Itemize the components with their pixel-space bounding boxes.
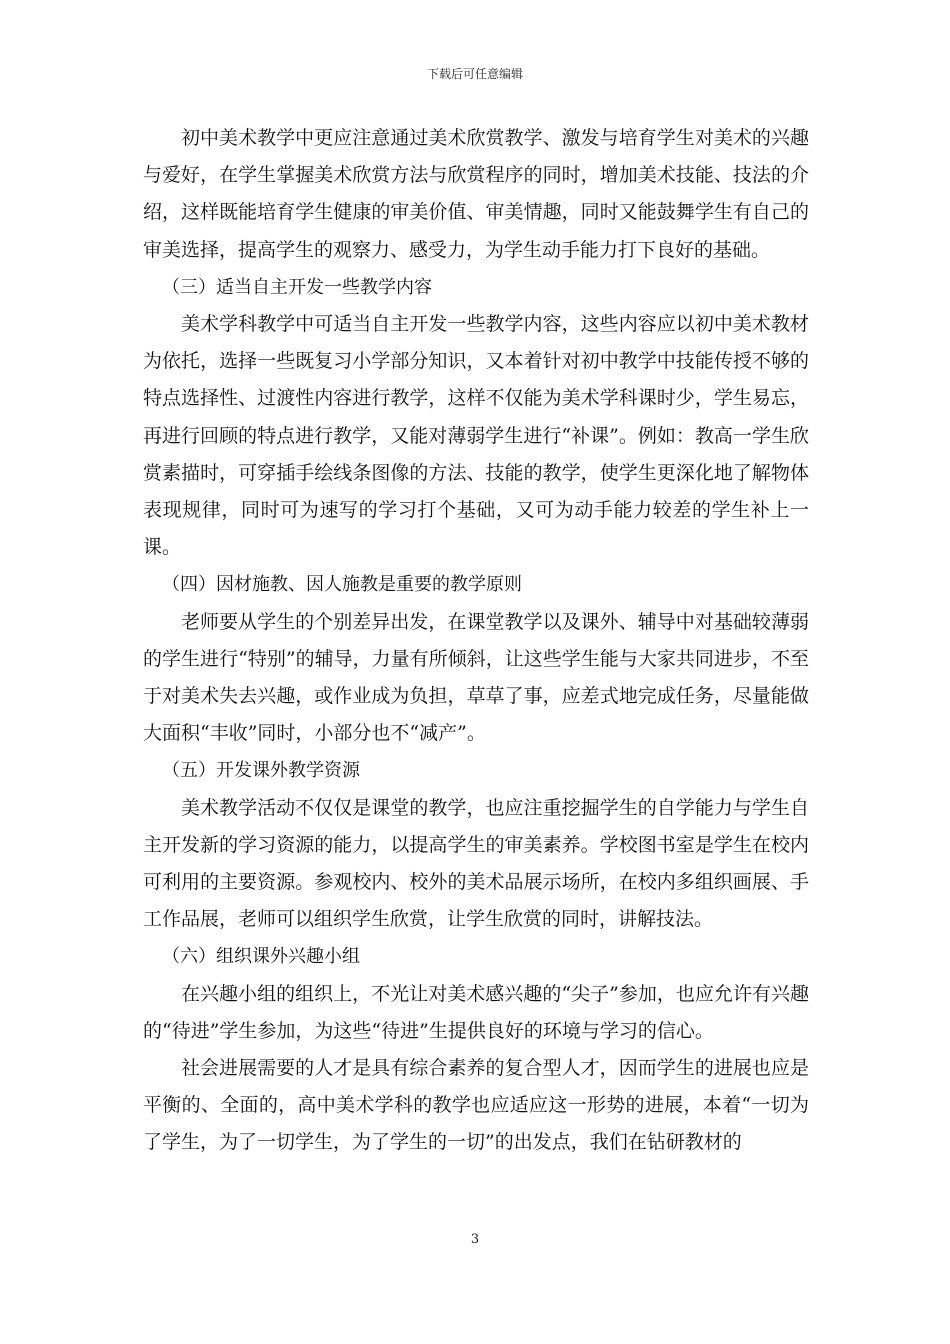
section-heading-5: （五）开发课外教学资源 <box>162 760 360 782</box>
paragraph-extracurricular-resources: 美术教学活动不仅仅是课堂的教学，也应注重挖掘学生的自学能力与学生自主开发新的学习资源的能力，以提高学生的审美素养。学校图书室是学生在校内可利用的主要资源。参观校内、校外的美术品展示场所，在校内多组织画展、手工作品展，老师可以组织学生欣赏，让学生欣赏的同时，讲解技法。 <box>143 796 809 931</box>
paragraph-appreciation: 初中美术教学中更应注意通过美术欣赏教学、激发与培育学生对美术的兴趣与爱好，在学生掌握美术欣赏方法与欣赏程序的同时，增加美术技能、技法的介绍，这样既能培育学生健康的审美价值、审美情趣，同时又能鼓舞学生有自己的审美选择，提高学生的观察力、感受力，为学生动手能力打下良好的基础。 <box>143 127 809 261</box>
section-heading-6: （六）组织课外兴趣小组 <box>162 946 360 968</box>
paragraph-social-development: 社会进展需要的人才是具有综合素养的复合型人才，因而学生的进展也应是平衡的、全面的，高中美术学科的教学也应适应这一形势的进展，本着“一切为了学生，为了一切学生，为了学生的一切”的出发点，我们在钻研教材的 <box>143 1057 809 1154</box>
document-body <box>143 120 809 1162</box>
section-heading-4: （四）因材施教、因人施教是重要的教学原则 <box>162 574 522 596</box>
page-header-note: 下载后可任意编辑 <box>426 67 523 81</box>
section-heading-3: （三）适当自主开发一些教学内容 <box>162 276 432 298</box>
paragraph-interest-groups: 在兴趣小组的组织上，不光让对美术感兴趣的“尖子”参加，也应允许有兴趣的“待进”学生参加，为这些“待进”生提供良好的环境与学习的信心。 <box>143 982 809 1042</box>
paragraph-individual-teaching: 老师要从学生的个别差异出发，在课堂教学以及课外、辅导中对基础较薄弱的学生进行“特别”的辅导，力量有所倾斜，让这些学生能与大家共同进步，不至于对美术失去兴趣，或作业成为负担，草草了事，应差式地完成任务，尽量能做大面积“丰收”同时，小部分也不“减产”。 <box>143 610 809 745</box>
paragraph-content-development: 美术学科教学中可适当自主开发一些教学内容，这些内容应以初中美术教材为依托，选择一些既复习小学部分知识，又本着针对初中教学中技能传授不够的特点选择性、过渡性内容进行教学，这样不仅能为美术学科课时少，学生易忘，再进行回顾的特点进行教学，又能对薄弱学生进行“补课”。例如：教高一学生欣赏素描时，可穿插手绘线条图像的方法、技能的教学，使学生更深化地了解物体表现规律，同时可为速写的学习打个基础，又可为动手能力较差的学生补上一课。 <box>143 313 809 559</box>
page-number: 3 <box>470 1232 480 1247</box>
